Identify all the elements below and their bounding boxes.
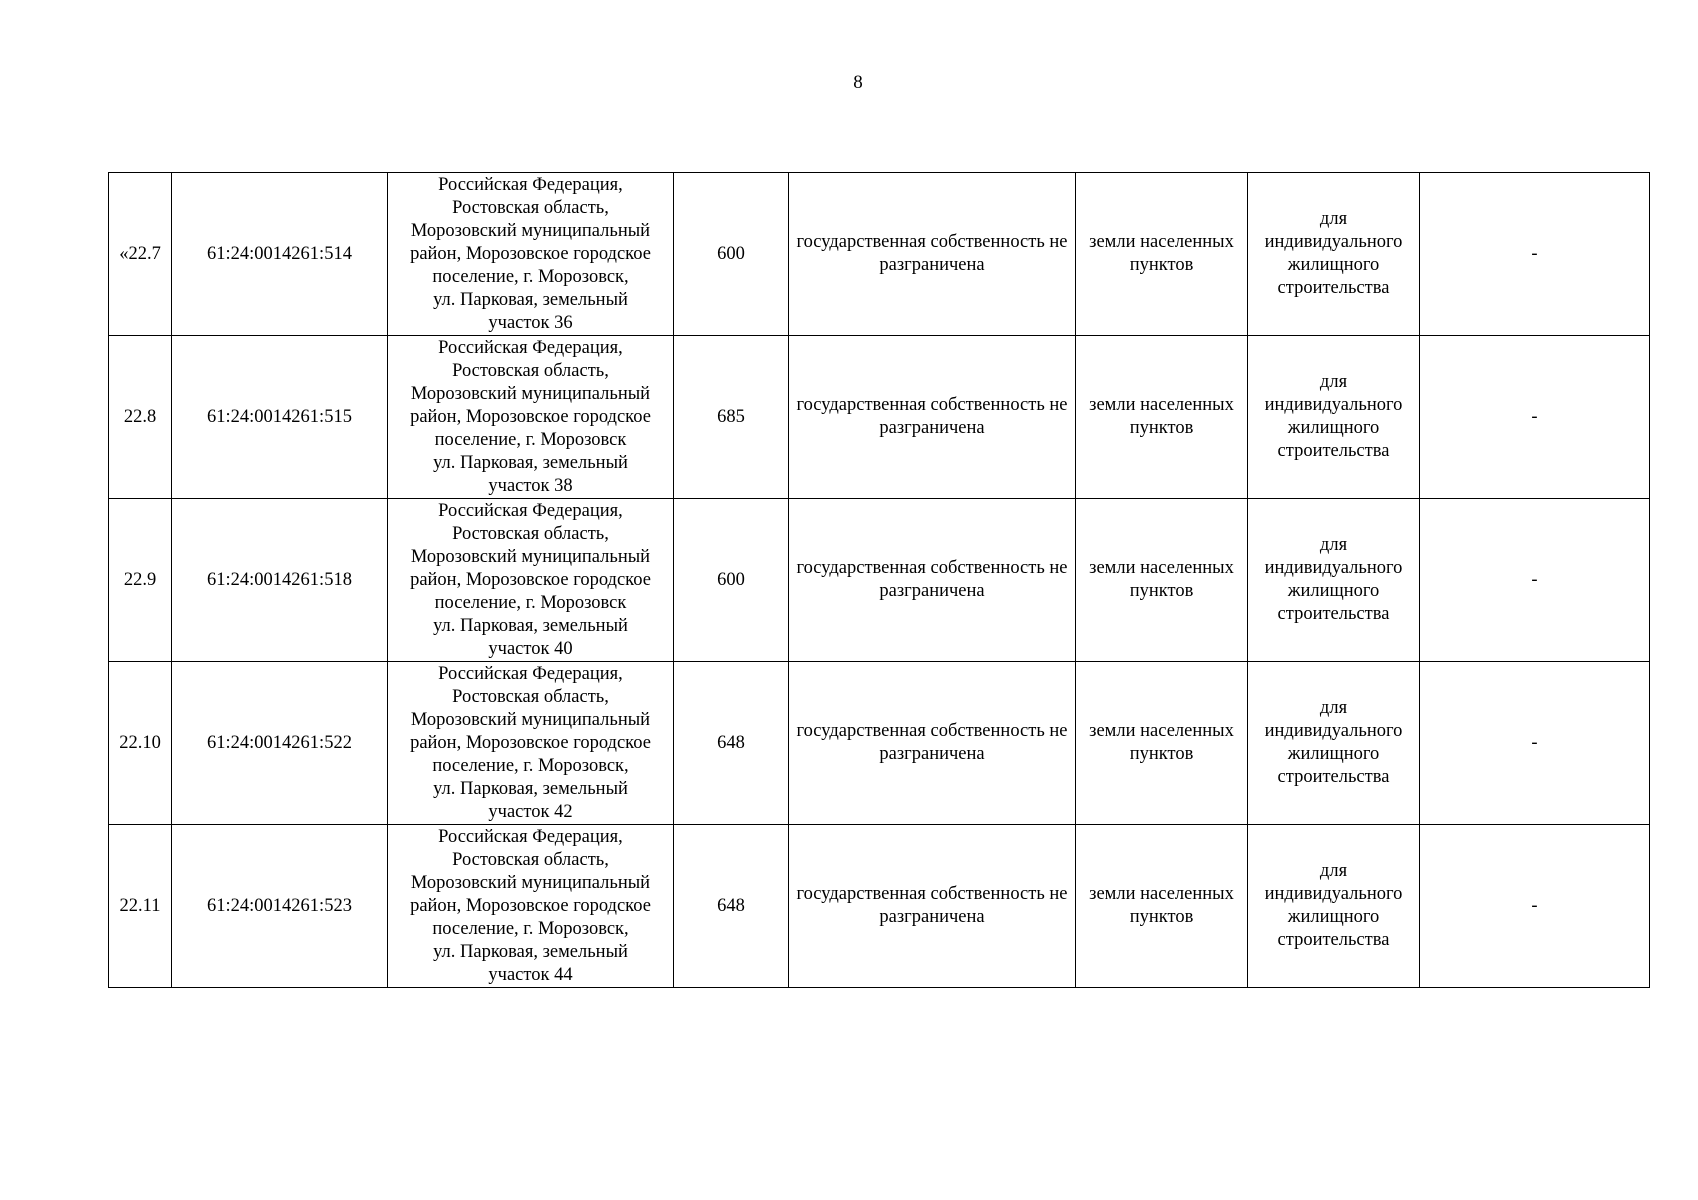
permitted-use-line1: для (1319, 372, 1348, 392)
cadastral-number-cell: 61:24:0014261:514 (172, 173, 388, 336)
ownership-cell: государственная собственность не разграничена (789, 662, 1076, 825)
area-cell: 648 (674, 662, 789, 825)
permitted-use-line1: для (1319, 535, 1348, 555)
ownership-cell: государственная собственность не разграничена (789, 825, 1076, 988)
land-category-cell: земли населенных пунктов (1076, 499, 1248, 662)
area-cell: 600 (674, 499, 789, 662)
ownership-cell: государственная собственность не разграничена (789, 173, 1076, 336)
permitted-use-cell (1248, 662, 1420, 825)
permitted-use-cell (1248, 173, 1420, 336)
permitted-use-cell (1248, 336, 1420, 499)
land-category-cell: земли населенных пунктов (1076, 173, 1248, 336)
row-number-cell: 22.11 (109, 825, 172, 988)
permitted-use-cell (1248, 499, 1420, 662)
cadastral-number-cell: 61:24:0014261:518 (172, 499, 388, 662)
note-cell: - (1420, 662, 1650, 825)
note-cell: - (1420, 173, 1650, 336)
table-row (109, 499, 1650, 662)
permitted-use-cell (1248, 825, 1420, 988)
row-number-cell: 22.8 (109, 336, 172, 499)
permitted-use-line2: индивидуального жилищного строительства (1264, 232, 1403, 298)
row-number-cell: «22.7 (109, 173, 172, 336)
page-number: 8 (853, 72, 863, 93)
permitted-use-line2: индивидуального жилищного строительства (1264, 558, 1403, 624)
permitted-use-line1: для (1319, 861, 1348, 881)
permitted-use-line2: индивидуального жилищного строительства (1264, 721, 1403, 787)
permitted-use-line1: для (1319, 698, 1348, 718)
note-cell: - (1420, 499, 1650, 662)
area-cell: 648 (674, 825, 789, 988)
table-row (109, 662, 1650, 825)
note-cell: - (1420, 825, 1650, 988)
permitted-use-line1: для (1319, 209, 1348, 229)
table-row (109, 336, 1650, 499)
area-cell: 600 (674, 173, 789, 336)
row-number-cell: 22.9 (109, 499, 172, 662)
cadastral-number-cell: 61:24:0014261:515 (172, 336, 388, 499)
address-cell: Российская Федерация, Ростовская область, Морозовский муниципальный район, Морозовское городское поселение, г. Морозовск, ул. Парковая, земельный участок 42 (388, 662, 674, 825)
address-cell: Российская Федерация, Ростовская область, Морозовский муниципальный район, Морозовское городское поселение, г. Морозовск ул. Парковая, земельный участок 38 (388, 336, 674, 499)
ownership-cell: государственная собственность не разграничена (789, 336, 1076, 499)
address-cell: Российская Федерация, Ростовская область, Морозовский муниципальный район, Морозовское городское поселение, г. Морозовск ул. Парковая, земельный участок 40 (388, 499, 674, 662)
cadastral-number-cell: 61:24:0014261:522 (172, 662, 388, 825)
note-cell: - (1420, 336, 1650, 499)
permitted-use-line2: индивидуального жилищного строительства (1264, 884, 1403, 950)
address-cell: Российская Федерация, Ростовская область, Морозовский муниципальный район, Морозовское городское поселение, г. Морозовск, ул. Парковая, земельный участок 44 (388, 825, 674, 988)
land-plots-table (108, 172, 1650, 988)
area-cell: 685 (674, 336, 789, 499)
land-category-cell: земли населенных пунктов (1076, 825, 1248, 988)
row-number-cell: 22.10 (109, 662, 172, 825)
land-category-cell: земли населенных пунктов (1076, 662, 1248, 825)
table-row (109, 173, 1650, 336)
table-row (109, 825, 1650, 988)
cadastral-number-cell: 61:24:0014261:523 (172, 825, 388, 988)
permitted-use-line2: индивидуального жилищного строительства (1264, 395, 1403, 461)
land-category-cell: земли населенных пунктов (1076, 336, 1248, 499)
address-cell: Российская Федерация, Ростовская область, Морозовский муниципальный район, Морозовское городское поселение, г. Морозовск, ул. Парковая, земельный участок 36 (388, 173, 674, 336)
ownership-cell: государственная собственность не разграничена (789, 499, 1076, 662)
